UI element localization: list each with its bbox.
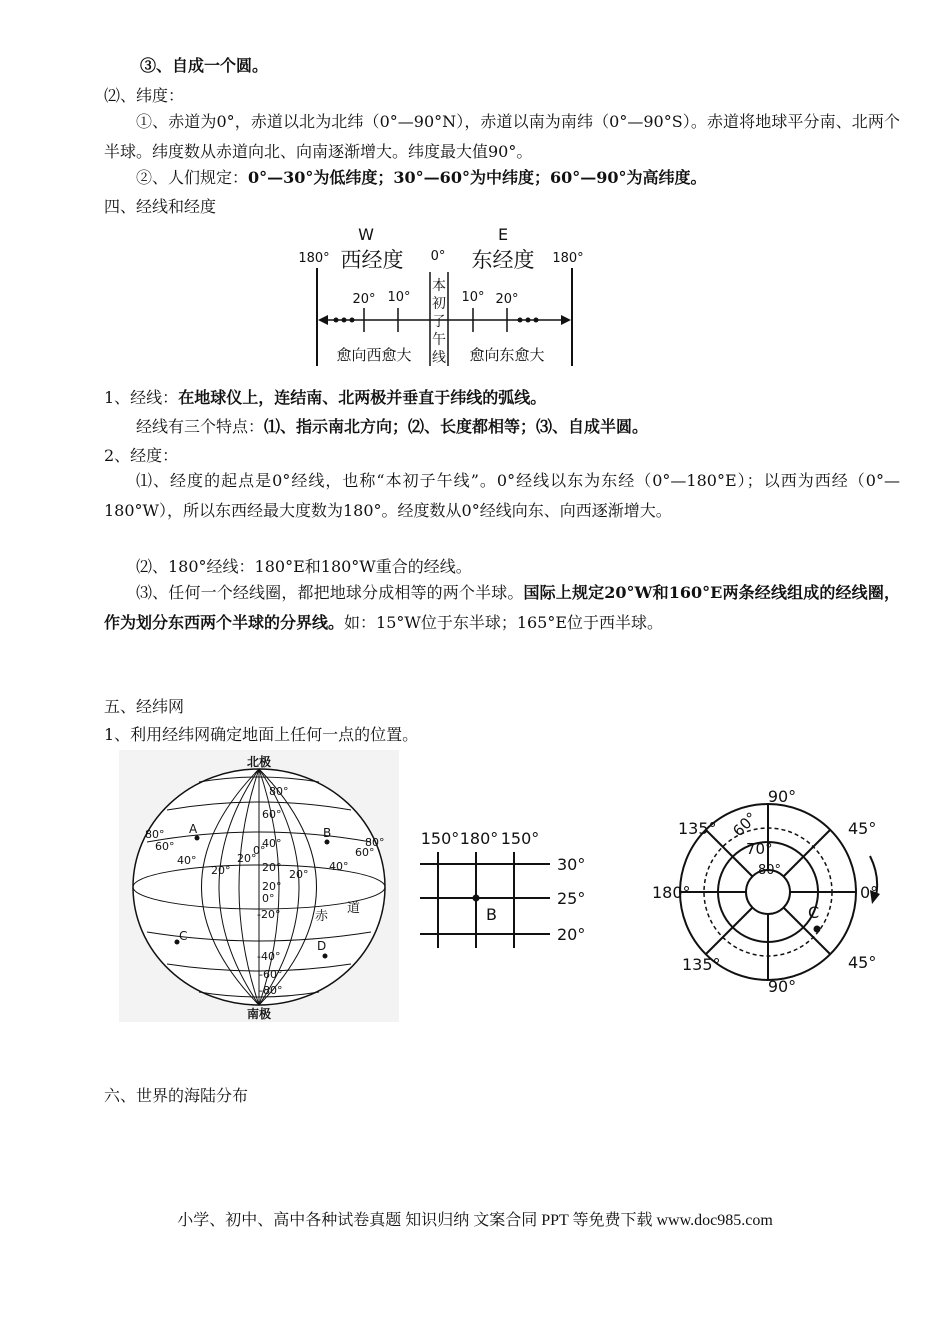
polar-lat-60: 60° bbox=[729, 808, 761, 841]
lat-label-0: 0° bbox=[262, 892, 275, 905]
lat-label-80n: 80° bbox=[269, 785, 289, 798]
lat-label-20s: -20° bbox=[257, 908, 281, 921]
heading-circle: ③、自成一个圆。 bbox=[140, 56, 269, 75]
lat-label-40n: 40° bbox=[262, 837, 282, 850]
longitude-paragraph-1: ⑴、经度的起点是0°经线，也称“本初子午线”。0°经线以东为东经（0°—180°E）；以西为西经（0°—180°W），所以东西经最大度数为180°。经度数从0°经线向东、向西逐渐增大。 bbox=[104, 471, 900, 520]
polar-lat-80: 80° bbox=[758, 863, 782, 878]
latitude-paragraph-2 bbox=[136, 168, 936, 188]
west-20-label: 20° bbox=[352, 292, 376, 307]
globe-diagram bbox=[119, 750, 399, 1022]
section-6-heading: 六、世界的海陆分布 bbox=[104, 1086, 249, 1105]
meridian-char-3: 子 bbox=[432, 314, 446, 330]
east-longitude-label: 东经度 bbox=[471, 248, 535, 272]
lat-label-60s: -60° bbox=[259, 968, 283, 981]
west-10-label: 10° bbox=[387, 290, 411, 305]
polar-grid-diagram bbox=[648, 786, 896, 998]
lat-label-80s: -80° bbox=[259, 984, 283, 997]
polar-lon-180: 180° bbox=[652, 883, 691, 902]
polar-lon-90-top: 90° bbox=[767, 787, 797, 806]
zero-label: 0° bbox=[430, 249, 446, 264]
east-180-label: 180° bbox=[552, 251, 584, 266]
meridian-def-text: 在地球仪上，连结南、北两极并垂直于纬线的弧线。 bbox=[178, 388, 547, 407]
polar-lon-45-top: 45° bbox=[848, 819, 877, 838]
east-10-label: 10° bbox=[461, 290, 485, 305]
grid-lon-150w: 150° bbox=[420, 829, 460, 848]
point-d-label: D bbox=[317, 939, 327, 953]
polar-lon-135-bottom: 135° bbox=[682, 955, 721, 974]
latlong-grid-diagram bbox=[412, 822, 602, 952]
lon-label-0: 0° bbox=[253, 844, 266, 857]
lon-label-20e: 20° bbox=[289, 868, 309, 881]
lon-label-80e: 80° bbox=[365, 836, 385, 849]
latitude-rule-label: ②、人们规定： bbox=[136, 168, 249, 187]
grid-lat-25: 25° bbox=[557, 889, 586, 908]
point-b-label: B bbox=[323, 826, 332, 840]
polar-lon-90-bottom: 90° bbox=[767, 977, 797, 996]
east-increase-label: 愈向东愈大 bbox=[469, 346, 545, 364]
south-pole-label: 南极 bbox=[246, 1007, 272, 1021]
meridian-char-1: 本 bbox=[432, 278, 446, 294]
grid-lat-20: 20° bbox=[557, 925, 586, 944]
polar-point-c: C bbox=[808, 903, 820, 922]
latitude-paragraph-1: ①、赤道为0°，赤道以北为北纬（0°—90°N），赤道以南为南纬（0°—90°S）。赤道将地球平分南、北两个半球。纬度数从赤道向北、向南逐渐增大。纬度最大值90°。 bbox=[104, 112, 900, 161]
grid-usage-line: 1、利用经纬网确定地面上任何一点的位置。 bbox=[104, 725, 419, 744]
longitude-diagram bbox=[290, 220, 590, 370]
lon-label-60w: 60° bbox=[155, 840, 175, 853]
longitude-paragraph-3 bbox=[104, 578, 900, 638]
lon-label-40e: 40° bbox=[329, 860, 349, 873]
latitude-rule-text: 0°—30°为低纬度；30°—60°为中纬度；60°—90°为高纬度。 bbox=[248, 168, 707, 187]
west-longitude-label: 西经度 bbox=[340, 248, 404, 272]
north-pole-label: 北极 bbox=[246, 755, 272, 769]
polar-lat-70: 70° bbox=[746, 840, 773, 858]
equator-char-2: 道 bbox=[347, 901, 361, 916]
section-4-heading: 四、经线和经度 bbox=[104, 197, 217, 216]
lat-label-40s: -40° bbox=[257, 950, 281, 963]
polar-lon-45-bottom: 45° bbox=[848, 953, 877, 972]
equator-char-1: 赤 bbox=[315, 909, 329, 924]
page-footer: 小学、初中、高中各种试卷真题 知识归纳 文案合同 PPT 等免费下载 www.doc985.com bbox=[177, 1212, 773, 1229]
meridian-char-5: 线 bbox=[432, 350, 446, 366]
lat-label-20n: 20° bbox=[262, 861, 282, 874]
west-180-label: 180° bbox=[298, 251, 330, 266]
meridian-definition bbox=[104, 388, 904, 408]
meridian-def-label: 1、经线： bbox=[104, 388, 179, 407]
polar-lon-135-top: 135° bbox=[678, 819, 717, 838]
west-increase-label: 愈向西愈大 bbox=[336, 346, 412, 364]
section-5-heading: 五、经纬网 bbox=[104, 697, 185, 716]
longitude-paragraph-2: ⑵、180°经线：180°E和180°W重合的经线。 bbox=[136, 557, 472, 576]
meridian-char-2: 初 bbox=[432, 296, 446, 312]
lon-label-80w: 80° bbox=[145, 828, 165, 841]
longitude-heading: 2、经度： bbox=[104, 446, 179, 465]
hemisphere-text-1: ⑶、任何一个经线圈，都把地球分成相等的两个半球。 bbox=[136, 583, 524, 602]
meridian-features bbox=[136, 417, 936, 437]
grid-point-b: B bbox=[486, 905, 497, 924]
east-20-label: 20° bbox=[495, 292, 519, 307]
grid-lon-150e: 150° bbox=[500, 829, 540, 848]
hemisphere-text-2: 国际上规定20°W和160°E两条经线组成的经线圈，作为划分东西两个半球的分界线。 bbox=[104, 583, 900, 632]
grid-lon-180: 180° bbox=[459, 829, 499, 848]
hemisphere-text-3: 如：15°W位于东半球；165°E位于西半球。 bbox=[344, 613, 664, 632]
point-c-label: C bbox=[179, 929, 188, 943]
meridian-features-label: 经线有三个特点： bbox=[136, 417, 265, 436]
grid-lat-30: 30° bbox=[557, 855, 586, 874]
west-letter: W bbox=[358, 225, 374, 244]
meridian-char-4: 午 bbox=[432, 332, 446, 348]
lon-label-20-mid: 20° bbox=[262, 880, 282, 893]
east-letter: E bbox=[497, 225, 509, 244]
lon-label-20w: 20° bbox=[211, 864, 231, 877]
latitude-heading: ⑵、纬度： bbox=[104, 86, 185, 105]
lat-label-60n: 60° bbox=[262, 808, 282, 821]
polar-lon-0: 0° bbox=[860, 883, 879, 902]
lon-label-40w: 40° bbox=[177, 854, 197, 867]
meridian-features-text: ⑴、指示南北方向；⑵、长度都相等；⑶、自成半圆。 bbox=[264, 417, 649, 436]
point-a-label: A bbox=[189, 822, 198, 836]
lon-label-20w-b: 20° bbox=[237, 852, 257, 865]
lon-label-60e: 60° bbox=[355, 846, 375, 859]
